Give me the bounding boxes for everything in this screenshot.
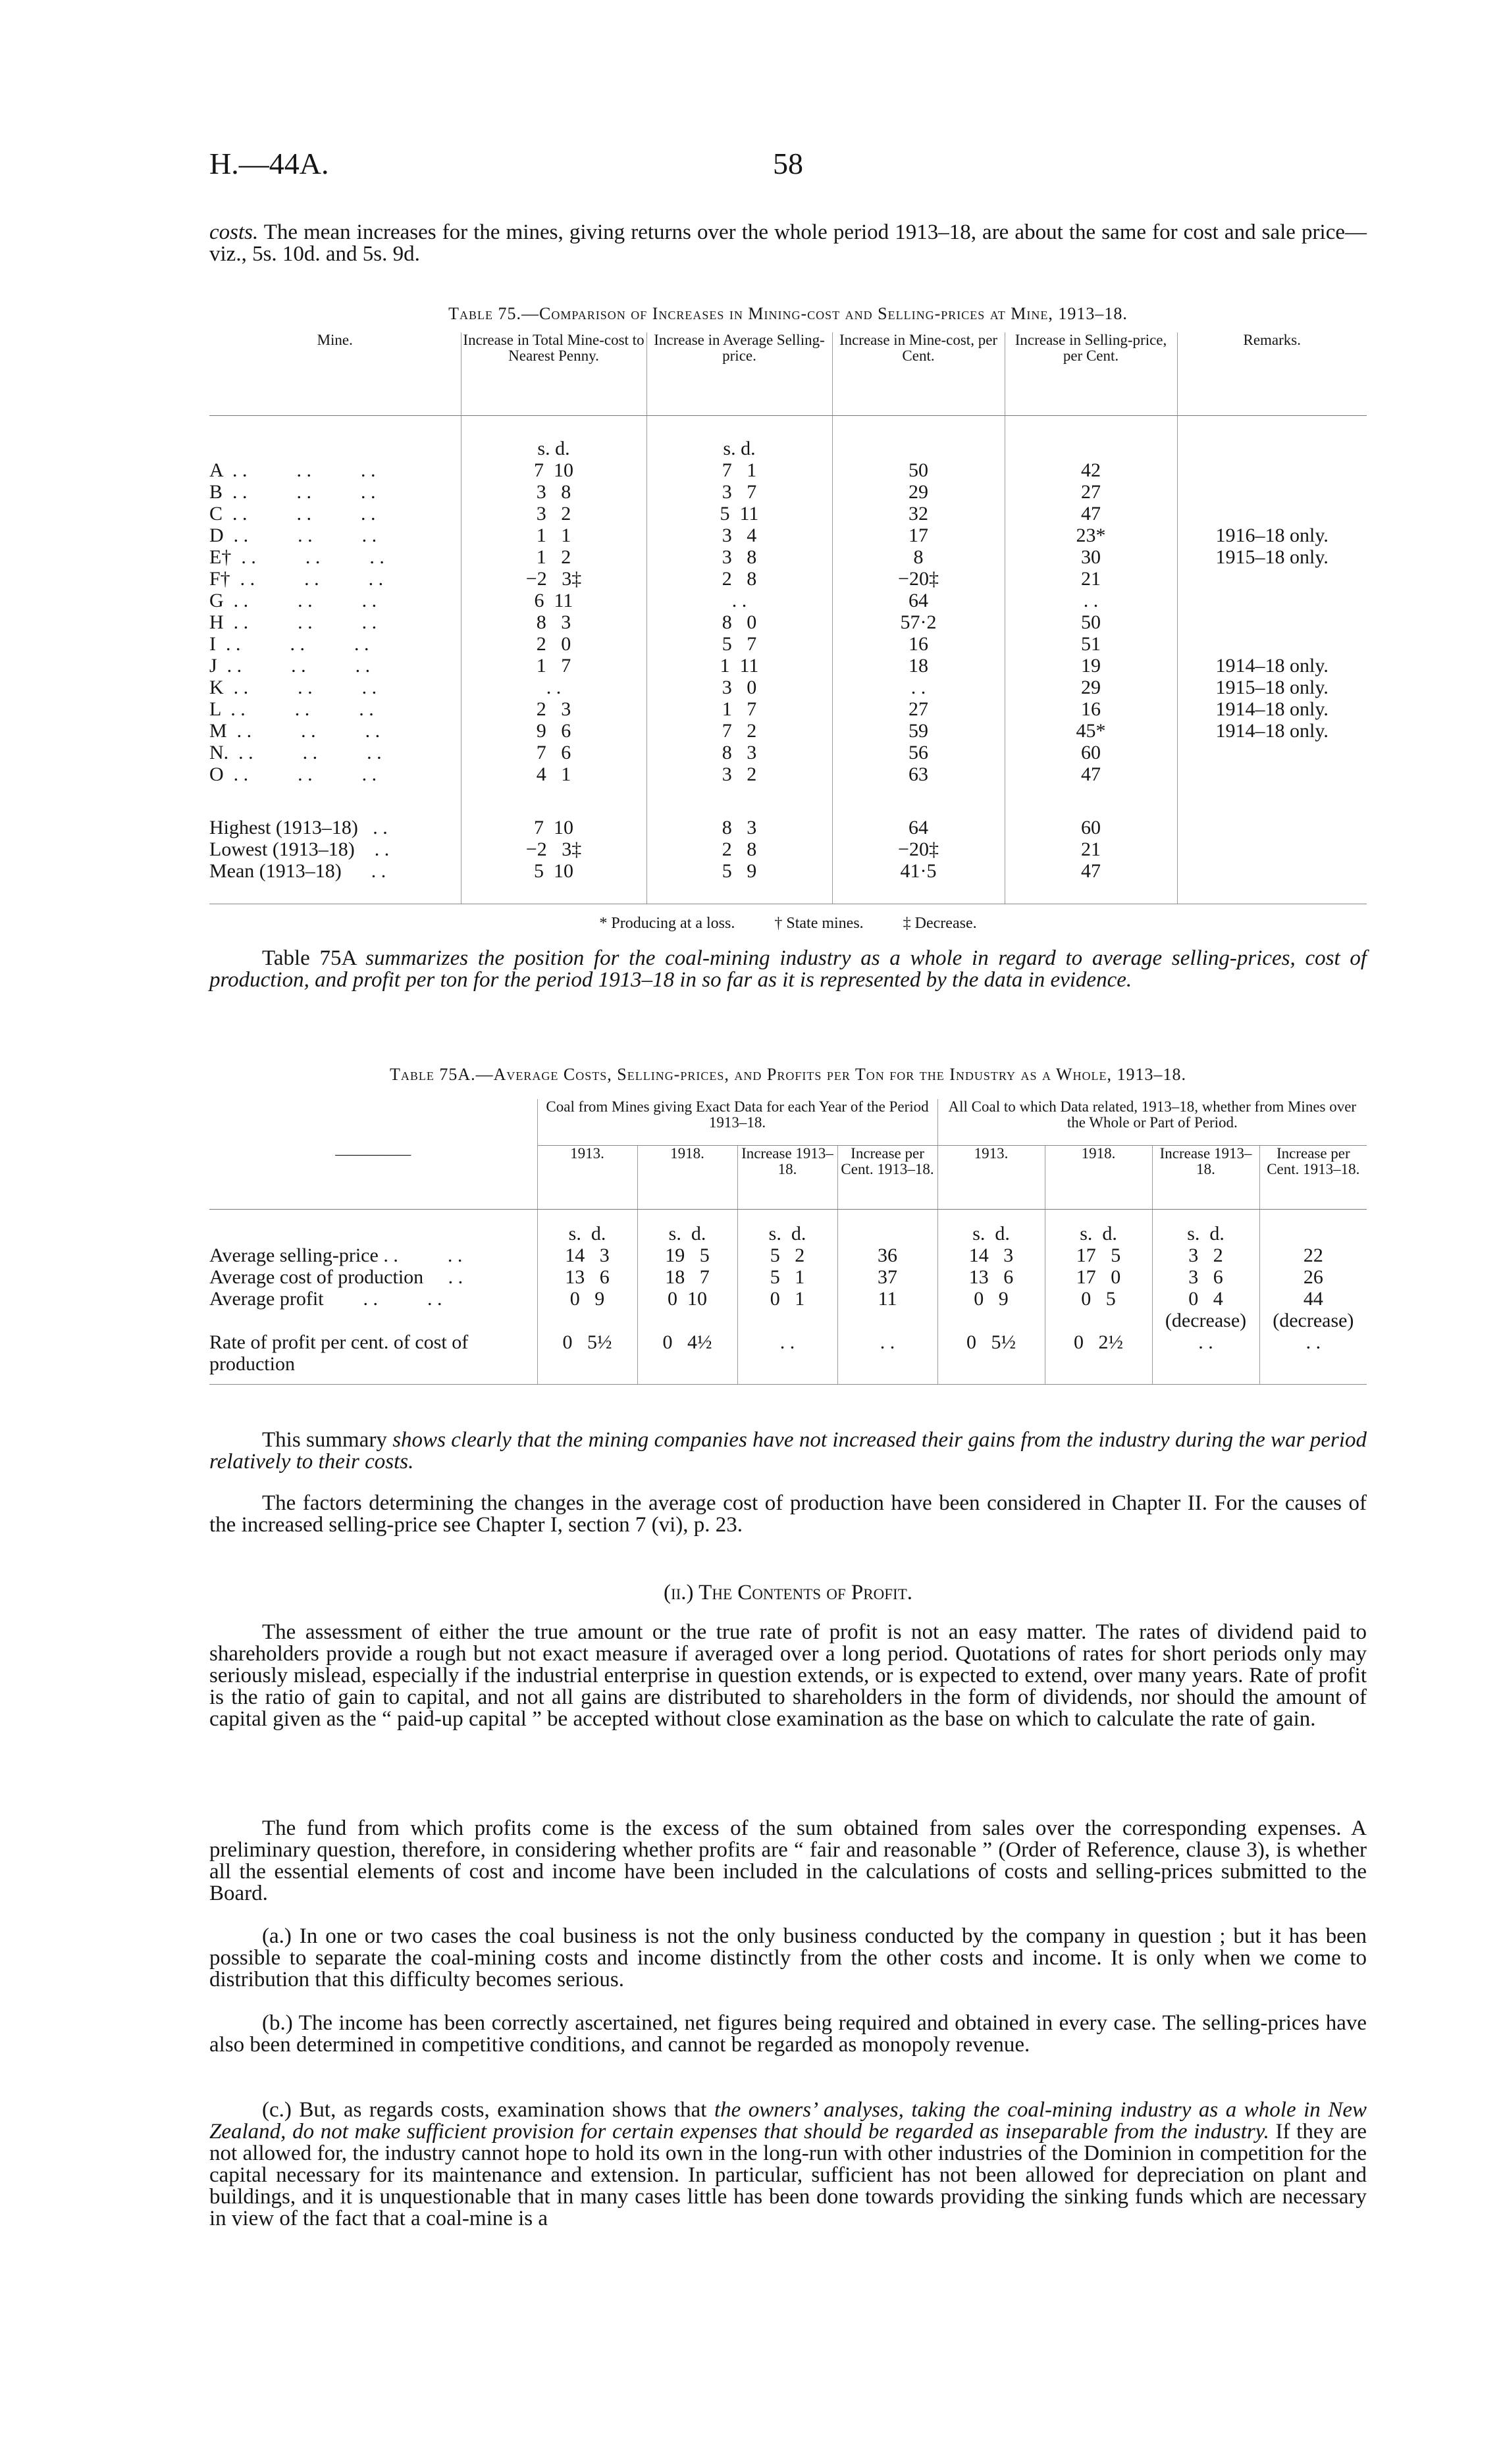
- t75-cell: 56: [832, 742, 1005, 763]
- t75-mine: J . . . . . .: [209, 655, 461, 677]
- intro-paragraph: [209, 222, 1367, 265]
- para-c-tail: If they are not allowed for, the industry cannot hope to hold its own in the long-run with other industries of the Dominion in competition for the capital necessary for its maintenance and extension. In particular, sufficient has not been allowed for depreciation on plant and buildings, and it is unquestionable that in many cases little has been done towards providing the sinking funds which are necessary in view of the fact that a coal-mine is a: [209, 2120, 1367, 2230]
- t75-cell: 8 3: [646, 742, 832, 763]
- t75a-unit: s. d.: [937, 1223, 1045, 1245]
- t75a-cell: 0 9: [937, 1288, 1045, 1310]
- t75a-cell: [837, 1310, 937, 1331]
- t75-summary-label: Highest (1913–18) . .: [209, 817, 461, 838]
- t75-cell: 16: [1005, 698, 1177, 720]
- t75-cell: 3 2: [461, 503, 646, 525]
- t75-mine: E† . . . . . .: [209, 546, 461, 568]
- t75a-cell: 0 1: [737, 1288, 837, 1310]
- table-row: [209, 633, 1367, 655]
- table-row: [209, 590, 1367, 611]
- t75-cell: 5 11: [646, 503, 832, 525]
- t75-cell: 7 10: [461, 459, 646, 481]
- t75a-sub-1918: 1918.: [637, 1146, 737, 1210]
- table-row: [209, 503, 1367, 525]
- t75a-cell: (decrease): [1273, 1310, 1354, 1331]
- t75a-cell: 36: [837, 1245, 937, 1266]
- t75a-cell: [737, 1310, 837, 1331]
- t75a-cell: 14 3: [937, 1245, 1045, 1266]
- t75-cell: 17: [832, 525, 1005, 546]
- page-number: 58: [773, 147, 803, 180]
- t75-cell: 18: [832, 655, 1005, 677]
- t75-cell: 16: [832, 633, 1005, 655]
- t75a-cell: 11: [837, 1288, 937, 1310]
- t75-cell: 3 4: [646, 525, 832, 546]
- t75-mine: D . . . . . .: [209, 525, 461, 546]
- t75-cell: 3 7: [646, 481, 832, 503]
- t75-cell: 2 8: [646, 838, 832, 860]
- t75a-cell: 3 6: [1152, 1266, 1259, 1288]
- t75a-row-label: Average profit . . . .: [209, 1288, 537, 1310]
- table-row-summary: [209, 838, 1367, 860]
- t75-remark: [1177, 459, 1367, 481]
- t75a-cell: 22: [1303, 1245, 1323, 1266]
- t75-remark: [1177, 590, 1367, 611]
- body-paragraph: The fund from which profits come is the excess of the sum obtained from sales over the corresponding expenses. A preliminary question, therefore, in considering whether profits are “ fair and reasonable ” (Order of Reference, clause 3), is whether all the essential elements of cost and income have been included in the calculations of costs and selling-prices submitted to the Board.: [209, 1816, 1367, 1905]
- table-row: [209, 698, 1367, 720]
- table-row: [209, 481, 1367, 503]
- t75a-group-exact: Coal from Mines giving Exact Data for each Year of the Period 1913–18.: [537, 1099, 937, 1146]
- t75a-cell: 0 5: [1045, 1288, 1152, 1310]
- t75a-sub-increase: Increase 1913–18.: [1152, 1146, 1259, 1210]
- para75a-text: summarizes the position for the coal-mining industry as a whole in regard to average selling-prices, cost of production, and profit per ton for the period 1913–18 in so far as it is represented by the data in evidence.: [209, 946, 1367, 992]
- t75a-cell: [937, 1310, 1045, 1331]
- t75-mine: H . . . . . .: [209, 611, 461, 633]
- t75-cell: 27: [832, 698, 1005, 720]
- t75a-unit: s. d.: [1045, 1223, 1152, 1245]
- table-row: [209, 742, 1367, 763]
- table75a-caption: Table 75A.—Average Costs, Selling-prices, and Profits per Ton for the Industry as a Whole, 1913–18.: [389, 1065, 1187, 1084]
- table-row: [209, 1310, 1367, 1331]
- table-row: [209, 655, 1367, 677]
- t75-cell: 21: [1005, 568, 1177, 590]
- t75a-cell: 37: [837, 1266, 937, 1288]
- t75-cell: 4 1: [461, 763, 646, 785]
- table-row: [209, 1331, 1367, 1375]
- t75a-cell: [1045, 1310, 1152, 1331]
- t75-cell: 7 6: [461, 742, 646, 763]
- t75-cell: 23*: [1005, 525, 1177, 546]
- t75-cell: 63: [832, 763, 1005, 785]
- t75-cell: 42: [1005, 459, 1177, 481]
- t75-mine: O . . . . . .: [209, 763, 461, 785]
- body-paragraph: The assessment of either the true amount or the true rate of profit is not an easy matter. The rates of dividend paid to shareholders provide a rough but not exact measure if averaged over a long period. Quotations of rates for short periods only may seriously mislead, especially if the industrial enterprise in question extends, or is expected to extend, over many years. Rate of profit is the ratio of gain to capital, and not all gains are distributed to shareholders in the form of dividends, nor should the amount of capital given as the “ paid-up capital ” be accepted without close examination as the base on which to calculate the rate of gain.: [209, 1620, 1367, 1731]
- t75-cell: 27: [1005, 481, 1177, 503]
- t75a-cell: 0 4½: [637, 1331, 737, 1375]
- t75-cell: 3 2: [646, 763, 832, 785]
- t75-cell: 57·2: [832, 611, 1005, 633]
- t75-cell: 47: [1005, 503, 1177, 525]
- t75-cell: −2 3‡: [461, 568, 646, 590]
- t75a-cell: 0 10: [637, 1288, 737, 1310]
- t75-cell: 7 1: [646, 459, 832, 481]
- t75-header-mine: Mine.: [209, 332, 461, 416]
- t75-cell: 7 2: [646, 720, 832, 742]
- t75a-units-row: [209, 1223, 1367, 1245]
- t75-cell: 5 7: [646, 633, 832, 655]
- t75a-unit: s. d.: [737, 1223, 837, 1245]
- table-row: [209, 1288, 1367, 1310]
- t75-mine: N. . . . . . .: [209, 742, 461, 763]
- t75-cell: 30: [1005, 546, 1177, 568]
- para-c-emphasis: the owners’ analyses, taking the coal-mining industry as a whole in New Zealand, do not make sufficient provision for certain expenses that should be regarded as inseparable from the industry.: [209, 2098, 1367, 2143]
- t75-cell: . .: [832, 677, 1005, 698]
- t75a-row-label: Average selling-price . . . .: [209, 1245, 537, 1266]
- t75-mine: C . . . . . .: [209, 503, 461, 525]
- t75a-group-all: All Coal to which Data related, 1913–18, whether from Mines over the Whole or Part of Period.: [937, 1099, 1367, 1146]
- t75-cell: 8 3: [461, 611, 646, 633]
- t75a-sub-increase-percent: Increase per Cent. 1913–18.: [1259, 1146, 1367, 1210]
- t75a-unit: s. d.: [537, 1223, 637, 1245]
- t75-summary-label: Lowest (1913–18) . .: [209, 838, 461, 860]
- intro-text: The mean increases for the mines, giving returns over the whole period 1913–18, are about the same for cost and sale price—viz., 5s. 10d. and 5s. 9d.: [209, 220, 1367, 266]
- t75-mine: K . . . . . .: [209, 677, 461, 698]
- t75-cell: −2 3‡: [461, 838, 646, 860]
- section-heading-text: (ii.) The Contents of Profit.: [663, 1581, 912, 1604]
- t75-remark: [1177, 568, 1367, 590]
- t75-remark: [1177, 503, 1367, 525]
- t75a-sub-1918: 1918.: [1045, 1146, 1152, 1210]
- summary-lead: This summary: [262, 1428, 393, 1452]
- t75-unit: s. d.: [646, 438, 832, 459]
- t75a-unit: s. d.: [1152, 1223, 1259, 1245]
- t75a-cell: (decrease): [1152, 1310, 1259, 1331]
- t75-mine: G . . . . . .: [209, 590, 461, 611]
- t75-cell: 64: [832, 817, 1005, 838]
- t75-remark: 1915–18 only.: [1215, 677, 1329, 698]
- body-paragraph-c: [209, 2099, 1367, 2230]
- t75-remark: 1914–18 only.: [1215, 698, 1329, 720]
- table75a-intro-paragraph: [209, 948, 1367, 991]
- t75-header-cost-percent: Increase in Mine-cost, per Cent.: [832, 332, 1005, 416]
- t75a-cell: 0 5½: [537, 1331, 637, 1375]
- t75-cell: 29: [832, 481, 1005, 503]
- t75-cell: 47: [1005, 763, 1177, 785]
- t75a-cell: 44: [1303, 1288, 1323, 1310]
- table-row: [209, 611, 1367, 633]
- t75a-unit: s. d.: [637, 1223, 737, 1245]
- t75-remark: [1177, 633, 1367, 655]
- t75-remark: [1177, 611, 1367, 633]
- t75a-cell: 18 7: [637, 1266, 737, 1288]
- t75-cell: 3 0: [646, 677, 832, 698]
- t75a-cell: . .: [1305, 1331, 1321, 1353]
- t75-cell: . .: [461, 677, 646, 698]
- document-code: H.—44A.: [209, 147, 329, 180]
- table-row: [209, 720, 1367, 742]
- t75-mine: B . . . . . .: [209, 481, 461, 503]
- t75-cell: 1 7: [461, 655, 646, 677]
- t75a-header-blank: —————: [209, 1099, 537, 1210]
- t75-cell: 50: [1005, 611, 1177, 633]
- t75a-sub-increase-percent: Increase per Cent. 1913–18.: [837, 1146, 937, 1210]
- summary-text: shows clearly that the mining companies have not increased their gains from the industry during the war period relatively to their costs.: [209, 1428, 1367, 1474]
- t75-remark: 1914–18 only.: [1215, 655, 1329, 677]
- t75-cell: 50: [832, 459, 1005, 481]
- t75a-cell: 0 5½: [937, 1331, 1045, 1375]
- t75-units-row: [209, 438, 1367, 459]
- para75a-lead: Table 75A: [262, 946, 366, 970]
- section-heading: [209, 1582, 1367, 1604]
- t75a-cell: . .: [737, 1331, 837, 1375]
- table-row: [209, 763, 1367, 785]
- t75-cell: 60: [1005, 817, 1177, 838]
- t75-cell: 3 8: [461, 481, 646, 503]
- t75a-cell: 5 1: [737, 1266, 837, 1288]
- t75-cell: 41·5: [832, 860, 1005, 882]
- t75a-cell: 0 9: [537, 1288, 637, 1310]
- t75a-sub-1913: 1913.: [937, 1146, 1045, 1210]
- t75-cell: . .: [646, 590, 832, 611]
- table75-caption: Table 75.—Comparison of Increases in Mining-cost and Selling-prices at Mine, 1913–18.: [448, 304, 1128, 323]
- t75-cell: 3 8: [646, 546, 832, 568]
- t75-remark: [1177, 763, 1367, 785]
- t75a-cell: 17 5: [1045, 1245, 1152, 1266]
- t75-remark: [1177, 481, 1367, 503]
- t75a-cell: . .: [837, 1331, 937, 1375]
- t75-remark: 1916–18 only.: [1215, 525, 1329, 546]
- t75-cell: 64: [832, 590, 1005, 611]
- t75-remark: [1177, 742, 1367, 763]
- t75a-cell: [537, 1310, 637, 1331]
- t75a-cell: 26: [1303, 1266, 1323, 1288]
- t75a-sub-1913: 1913.: [537, 1146, 637, 1210]
- t75a-cell: 13 6: [537, 1266, 637, 1288]
- table-75: [209, 332, 1367, 904]
- t75-cell: 2 3: [461, 698, 646, 720]
- t75-cell: 45*: [1005, 720, 1177, 742]
- t75-cell: 32: [832, 503, 1005, 525]
- t75-cell: 19: [1005, 655, 1177, 677]
- t75-cell: . .: [1005, 590, 1177, 611]
- body-paragraph: (a.) In one or two cases the coal business is not the only business conducted by the company in question ; but it has been possible to separate the coal-mining costs and income distinctly from the other costs and income. It is only when we come to distribution that this difficulty becomes serious.: [209, 1924, 1367, 1991]
- t75-cell: 1 11: [646, 655, 832, 677]
- t75-cell: 9 6: [461, 720, 646, 742]
- t75-cell: 6 11: [461, 590, 646, 611]
- t75-mine: I . . . . . .: [209, 633, 461, 655]
- t75-cell: 51: [1005, 633, 1177, 655]
- t75-remark: 1914–18 only.: [1215, 720, 1329, 742]
- t75-cell: 2 0: [461, 633, 646, 655]
- t75a-row-label: Rate of profit per cent. of cost of production: [209, 1331, 537, 1375]
- t75-cell: 29: [1005, 677, 1177, 698]
- table-row: [209, 1245, 1367, 1266]
- t75-unit: s. d.: [461, 438, 646, 459]
- t75a-cell: 13 6: [937, 1266, 1045, 1288]
- t75-remark: [1177, 817, 1367, 838]
- t75-summary-label: Mean (1913–18) . .: [209, 860, 461, 882]
- t75-cell: 8: [832, 546, 1005, 568]
- t75-header-remarks: Remarks.: [1177, 332, 1367, 416]
- t75-cell: −20‡: [832, 568, 1005, 590]
- table-row: [209, 459, 1367, 481]
- t75a-cell: 19 5: [637, 1245, 737, 1266]
- t75-cell: 60: [1005, 742, 1177, 763]
- t75-cell: 8 3: [646, 817, 832, 838]
- t75a-cell: 0 4: [1152, 1288, 1259, 1310]
- t75-cell: 5 10: [461, 860, 646, 882]
- t75-cell: 1 2: [461, 546, 646, 568]
- t75-cell: −20‡: [832, 838, 1005, 860]
- t75-cell: 47: [1005, 860, 1177, 882]
- table-row: [209, 525, 1367, 546]
- t75a-row-label: Average cost of production . .: [209, 1266, 537, 1288]
- t75a-cell: 17 0: [1045, 1266, 1152, 1288]
- t75-mine: M . . . . . .: [209, 720, 461, 742]
- t75a-sub-increase: Increase 1913–18.: [737, 1146, 837, 1210]
- t75a-cell: 3 2: [1152, 1245, 1259, 1266]
- t75a-cell: 5 2: [737, 1245, 837, 1266]
- t75-remark: [1177, 838, 1367, 860]
- t75a-cell: 0 2½: [1045, 1331, 1152, 1375]
- body-paragraph: (b.) The income has been correctly ascertained, net figures being required and obtained in every case. The selling-prices have also been determined in competitive conditions, and cannot be regarded as monopoly revenue.: [209, 2011, 1367, 2057]
- t75a-cell: [637, 1310, 737, 1331]
- t75-cell: 59: [832, 720, 1005, 742]
- t75-mine: L . . . . . .: [209, 698, 461, 720]
- t75-cell: 1 7: [646, 698, 832, 720]
- table-75a: [209, 1099, 1367, 1385]
- t75-cell: 7 10: [461, 817, 646, 838]
- t75-remark: [1177, 860, 1367, 882]
- t75-remark: 1915–18 only.: [1215, 546, 1329, 568]
- t75-header-mine-cost: Increase in Total Mine-cost to Nearest Penny.: [461, 332, 646, 416]
- t75-header-selling-price: Increase in Average Selling-price.: [646, 332, 832, 416]
- t75-cell: 21: [1005, 838, 1177, 860]
- t75-cell: 2 8: [646, 568, 832, 590]
- table-row: [209, 546, 1367, 568]
- table-row: [209, 677, 1367, 698]
- t75-header-price-percent: Increase in Selling-price, per Cent.: [1005, 332, 1177, 416]
- t75-mine: A . . . . . .: [209, 459, 461, 481]
- t75a-row-label: [209, 1310, 537, 1331]
- t75-cell: 5 9: [646, 860, 832, 882]
- summary-paragraph: [209, 1429, 1367, 1473]
- table-row-summary: [209, 860, 1367, 882]
- page-header: [209, 146, 1367, 186]
- intro-lead: costs.: [209, 220, 259, 244]
- table-row: [209, 568, 1367, 590]
- t75-cell: 8 0: [646, 611, 832, 633]
- t75a-cell: . .: [1152, 1331, 1259, 1375]
- table-row-summary: [209, 817, 1367, 838]
- t75a-cell: 14 3: [537, 1245, 637, 1266]
- t75-mine: F† . . . . . .: [209, 568, 461, 590]
- t75-cell: 1 1: [461, 525, 646, 546]
- table-row: [209, 1266, 1367, 1288]
- para-c-lead: (c.) But, as regards costs, examination shows that: [262, 2098, 714, 2122]
- table75-footnote: * Producing at a loss. † State mines. ‡ Decrease.: [599, 915, 977, 932]
- factors-paragraph: The factors determining the changes in the average cost of production have been considered in Chapter II. For the causes of the increased selling-price see Chapter I, section 7 (vi), p. 23.: [209, 1491, 1367, 1537]
